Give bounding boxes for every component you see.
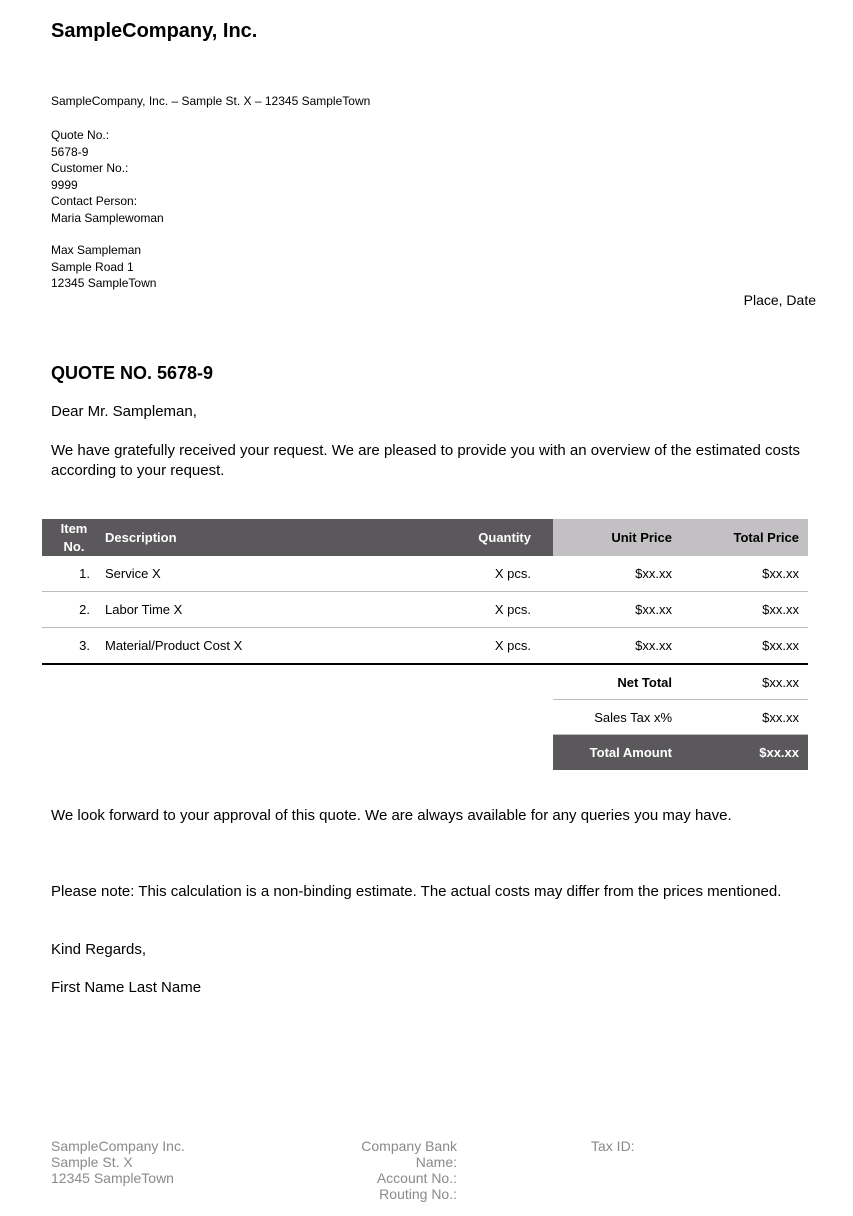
- table-row: [42, 628, 808, 665]
- note-paragraph: Please note: This calculation is a non-binding estimate. The actual costs may differ from the prices mentioned.: [51, 883, 782, 900]
- net-total-row: [42, 665, 808, 700]
- footer-account-label: Account No.:: [376, 1170, 457, 1186]
- sales-tax-label: Sales Tax x%: [553, 700, 680, 735]
- sales-tax-value: $xx.xx: [680, 700, 808, 735]
- footer-routing-label: Routing No.:: [379, 1186, 457, 1202]
- closing-paragraph: We look forward to your approval of this quote. We are always available for any queries you may have.: [51, 807, 732, 824]
- footer-tax-label: Tax ID:: [591, 1138, 635, 1154]
- footer-tax-info: [591, 1138, 635, 1154]
- recipient-address: [51, 242, 156, 292]
- quote-no-value: 5678-9: [51, 144, 89, 159]
- row-unit-price: $xx.xx: [635, 638, 672, 653]
- quote-heading: QUOTE NO. 5678-9: [51, 363, 214, 383]
- row-unit-price: $xx.xx: [635, 566, 672, 581]
- row-total-price: $xx.xx: [762, 638, 799, 653]
- recipient-street: Sample Road 1: [51, 259, 134, 274]
- total-amount-value: $xx.xx: [680, 735, 808, 770]
- total-amount-label: Total Amount: [553, 735, 680, 770]
- quote-meta: [51, 127, 164, 226]
- table-header-row: [42, 519, 808, 556]
- intro-paragraph: We have gratefully received your request. We are pleased to provide you with an overview of the estimated costs according to your request.: [51, 442, 801, 479]
- footer-city: 12345 SampleTown: [51, 1170, 174, 1186]
- row-description: Labor Time X: [105, 602, 183, 617]
- recipient-name: Max Sampleman: [51, 243, 142, 257]
- row-item-no: 3.: [79, 638, 90, 653]
- footer-street: Sample St. X: [51, 1154, 133, 1170]
- header-item-no: Item No.: [60, 520, 88, 554]
- quote-no-label: Quote No.:: [51, 128, 110, 142]
- header-quantity: Quantity: [478, 530, 531, 545]
- contact-person-value: Maria Samplewoman: [51, 210, 164, 225]
- header-unit-price: Unit Price: [611, 530, 672, 545]
- row-quantity: X pcs.: [494, 602, 531, 617]
- row-quantity: X pcs.: [494, 566, 531, 581]
- customer-no-value: 9999: [51, 177, 78, 192]
- footer-company: SampleCompany Inc.: [51, 1138, 185, 1154]
- signature-name: First Name Last Name: [51, 979, 202, 996]
- regards: Kind Regards,: [51, 941, 147, 958]
- row-total-price: $xx.xx: [762, 602, 799, 617]
- customer-no-label: Customer No.:: [51, 161, 129, 175]
- footer-bank-label: Company Bank Name:: [361, 1138, 457, 1170]
- row-quantity: X pcs.: [494, 638, 531, 653]
- footer-company-info: [51, 1138, 185, 1186]
- header-total-price: Total Price: [733, 530, 799, 545]
- sender-address-line: SampleCompany, Inc. – Sample St. X – 12345 SampleTown: [51, 94, 371, 108]
- row-item-no: 2.: [79, 602, 90, 617]
- header-description: Description: [105, 530, 177, 545]
- total-amount-row: [42, 735, 808, 770]
- recipient-city: 12345 SampleTown: [51, 276, 157, 290]
- sales-tax-row: [42, 700, 808, 735]
- row-item-no: 1.: [79, 566, 90, 581]
- table-row: [42, 592, 808, 628]
- contact-person-label: Contact Person:: [51, 194, 138, 208]
- footer-bank-info: [321, 1138, 457, 1202]
- net-total-value: $xx.xx: [680, 665, 808, 700]
- row-description: Service X: [105, 566, 161, 581]
- place-date: Place, Date: [743, 292, 816, 308]
- row-description: Material/Product Cost X: [105, 638, 243, 653]
- row-unit-price: $xx.xx: [635, 602, 672, 617]
- quote-table: [42, 519, 808, 770]
- table-row: [42, 556, 808, 592]
- company-title: SampleCompany, Inc.: [51, 20, 258, 42]
- salutation: Dear Mr. Sampleman,: [51, 403, 197, 420]
- row-total-price: $xx.xx: [762, 566, 799, 581]
- net-total-label: Net Total: [553, 665, 680, 700]
